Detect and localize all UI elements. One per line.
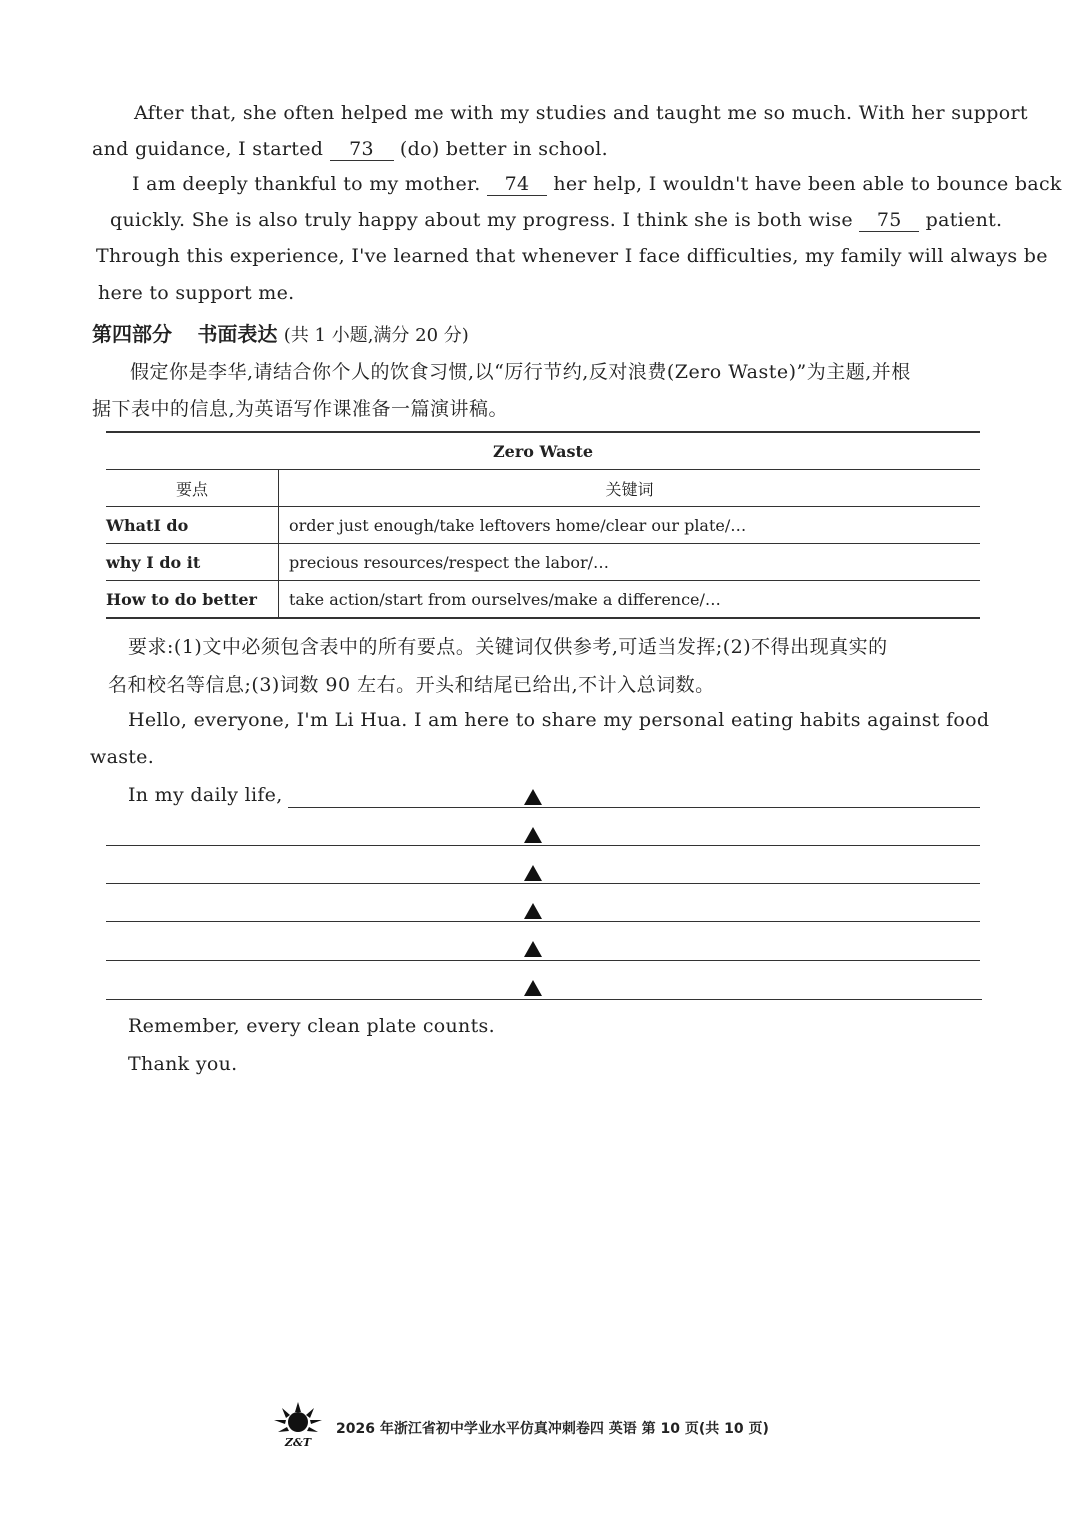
- passage-text: her help, I wouldn't have been able to bounce back: [553, 173, 1062, 195]
- passage-line: [92, 138, 608, 161]
- blank-75[interactable]: 75: [859, 209, 919, 232]
- essay-end: Remember, every clean plate counts.: [128, 1015, 495, 1037]
- table-header-keypoint: 要点: [106, 470, 279, 507]
- passage-line: Through this experience, I've learned that whenever I face difficulties, my family will always be: [96, 245, 1048, 267]
- passage-text: (do) better in school.: [399, 138, 608, 160]
- passage-text: and guidance, I started: [92, 138, 324, 160]
- passage-line: [110, 209, 1002, 232]
- essay-end: Thank you.: [128, 1053, 238, 1075]
- triangle-icon: [524, 865, 542, 881]
- table-row: [106, 544, 980, 581]
- page-footer: 2026 年浙江省初中学业水平仿真冲刺卷四 英语 第 10 页(共 10 页): [336, 1421, 769, 1437]
- triangle-icon: [524, 827, 542, 843]
- table-title: Zero Waste: [106, 432, 980, 470]
- section-note: (共 1 小题,满分 20 分): [283, 325, 469, 346]
- passage-text: patient.: [925, 209, 1003, 231]
- requirements-line: 名和校名等信息;(3)词数 90 左右。开头和结尾已给出,不计入总词数。: [108, 674, 715, 696]
- triangle-icon: [524, 789, 542, 805]
- publisher-logo: [268, 1400, 328, 1448]
- table-cell-value: take action/start from ourselves/make a difference/…: [279, 581, 981, 619]
- table-row: [106, 581, 980, 619]
- table-header-keywords: 关键词: [279, 470, 981, 507]
- blank-73[interactable]: 73: [330, 138, 394, 161]
- writing-line[interactable]: [288, 807, 980, 808]
- table-cell-value: order just enough/take leftovers home/clear our plate/…: [279, 507, 981, 544]
- essay-start: In my daily life,: [128, 784, 283, 806]
- essay-intro: waste.: [90, 746, 155, 768]
- passage-line: After that, she often helped me with my studies and taught me so much. With her support: [134, 102, 1028, 124]
- writing-line[interactable]: [106, 845, 980, 846]
- writing-line[interactable]: [106, 921, 980, 922]
- writing-line[interactable]: [106, 883, 980, 884]
- table-cell-key: How to do better: [106, 581, 279, 619]
- section-heading: [92, 318, 469, 347]
- section-title: 第四部分: [92, 322, 172, 346]
- prompt-line: 假定你是李华,请结合你个人的饮食习惯,以“厉行节约,反对浪费(Zero Waste)”为主题,并根: [130, 361, 911, 383]
- triangle-icon: [524, 941, 542, 957]
- passage-line: [132, 173, 1062, 196]
- triangle-icon: [524, 980, 542, 996]
- passage-text: quickly. She is also truly happy about my progress. I think she is both wise: [110, 209, 853, 231]
- zero-waste-table: [106, 431, 980, 619]
- writing-line[interactable]: [106, 999, 982, 1000]
- table-row: [106, 507, 980, 544]
- table-cell-value: precious resources/respect the labor/…: [279, 544, 981, 581]
- triangle-icon: [524, 903, 542, 919]
- blank-74[interactable]: 74: [487, 173, 547, 196]
- logo-text: Z&T: [284, 1436, 312, 1448]
- section-subtitle: 书面表达: [197, 322, 278, 346]
- essay-intro: Hello, everyone, I'm Li Hua. I am here to share my personal eating habits against food: [128, 709, 990, 731]
- passage-text: I am deeply thankful to my mother.: [132, 173, 481, 195]
- passage-line: here to support me.: [98, 282, 295, 304]
- table-cell-key: why I do it: [106, 544, 279, 581]
- table-cell-key: WhatI do: [106, 507, 279, 544]
- writing-line[interactable]: [106, 960, 980, 961]
- requirements-line: 要求:(1)文中必须包含表中的所有要点。关键词仅供参考,可适当发挥;(2)不得出现真实的: [128, 636, 888, 658]
- prompt-line: 据下表中的信息,为英语写作课准备一篇演讲稿。: [92, 398, 509, 420]
